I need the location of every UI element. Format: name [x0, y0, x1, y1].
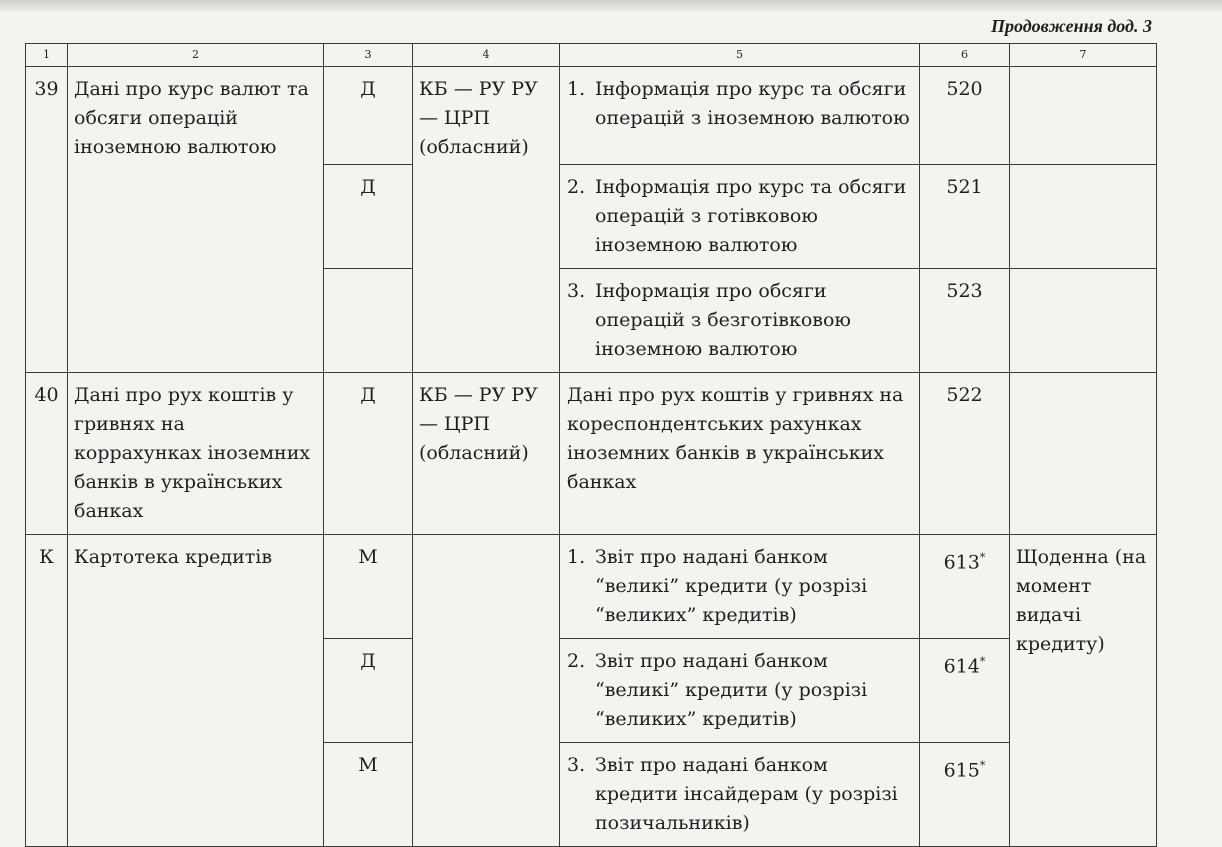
periodicity-code: М [324, 743, 413, 847]
deadline-cell [1010, 67, 1157, 165]
report-description [560, 639, 920, 743]
periodicity-code: Д [324, 165, 413, 269]
form-code: 522 [920, 373, 1010, 535]
route-cell [413, 535, 560, 847]
report-description [560, 67, 920, 165]
form-code [920, 639, 1010, 743]
item-number: 2. [567, 176, 586, 198]
deadline-cell: Щоденна (на момент видачі кредиту) [1010, 535, 1157, 847]
route-cell: КБ — РУ РУ — ЦРП (обласний) [413, 67, 560, 373]
header-col-3: 3 [324, 44, 413, 67]
form-code: 521 [920, 165, 1010, 269]
periodicity-code: М [324, 535, 413, 639]
route-cell: КБ — РУ РУ — ЦРП (обласний) [413, 373, 560, 535]
form-code-number: 615 [943, 759, 980, 782]
page-top-shadow [0, 0, 1222, 14]
item-number: 1. [567, 78, 586, 100]
report-description [560, 743, 920, 847]
footnote-mark: * [979, 655, 986, 668]
item-text: Інформація про курс та обсяги операцій з готівковою іноземною валютою [595, 176, 907, 256]
report-description [560, 269, 920, 373]
item-text: Звіт про надані банком кредити інсайдерам (у розрізі позичальників) [595, 754, 898, 834]
report-description: Дані про рух коштів у гривнях на кореспондентських рахунках іноземних банків в українських банках [560, 373, 920, 535]
data-name-cell: Дані про рух коштів у гривнях на корраxунках іноземних банків в українських банках [68, 373, 324, 535]
footnote-mark: * [979, 759, 986, 772]
item-text: Інформація про обсяги операцій з безготівковою іноземною валютою [595, 280, 851, 360]
header-col-2: 2 [68, 44, 324, 67]
deadline-cell [1010, 269, 1157, 373]
header-row [26, 44, 1157, 67]
periodicity-code [324, 269, 413, 373]
reporting-table [25, 43, 1157, 847]
item-text: Звіт про надані банком “великі” кредити (у розрізі “великих” кредитів) [595, 650, 868, 730]
header-col-4: 4 [413, 44, 560, 67]
header-col-7: 7 [1010, 44, 1157, 67]
form-code [920, 743, 1010, 847]
form-code-number: 613 [943, 551, 980, 574]
row-number: К [26, 535, 68, 847]
form-code [920, 535, 1010, 639]
data-name-cell: Дані про курс валют та обсяги операцій іноземною валютою [68, 67, 324, 373]
deadline-cell [1010, 165, 1157, 269]
periodicity-code: Д [324, 67, 413, 165]
header-col-1: 1 [26, 44, 68, 67]
table-caption: Продовження дод. 3 [990, 16, 1152, 36]
footnote-mark: * [979, 551, 986, 564]
item-number: 3. [567, 754, 586, 776]
table-row [26, 373, 1157, 535]
periodicity-code: Д [324, 639, 413, 743]
item-number: 1. [567, 546, 586, 568]
form-code: 523 [920, 269, 1010, 373]
table-row [26, 67, 1157, 165]
item-text: Звіт про надані банком “великі” кредити (у розрізі “великих” кредитів) [595, 546, 868, 626]
report-description [560, 535, 920, 639]
row-number: 39 [26, 67, 68, 373]
table-row [26, 535, 1157, 639]
header-col-5: 5 [560, 44, 920, 67]
deadline-cell [1010, 373, 1157, 535]
form-code: 520 [920, 67, 1010, 165]
form-code-number: 614 [943, 655, 980, 678]
item-number: 2. [567, 650, 586, 672]
periodicity-code: Д [324, 373, 413, 535]
row-number: 40 [26, 373, 68, 535]
report-description [560, 165, 920, 269]
item-text: Інформація про курс та обсяги операцій з іноземною валютою [595, 78, 910, 129]
header-col-6: 6 [920, 44, 1010, 67]
item-number: 3. [567, 280, 586, 302]
data-name-cell: Картотека кредитів [68, 535, 324, 847]
